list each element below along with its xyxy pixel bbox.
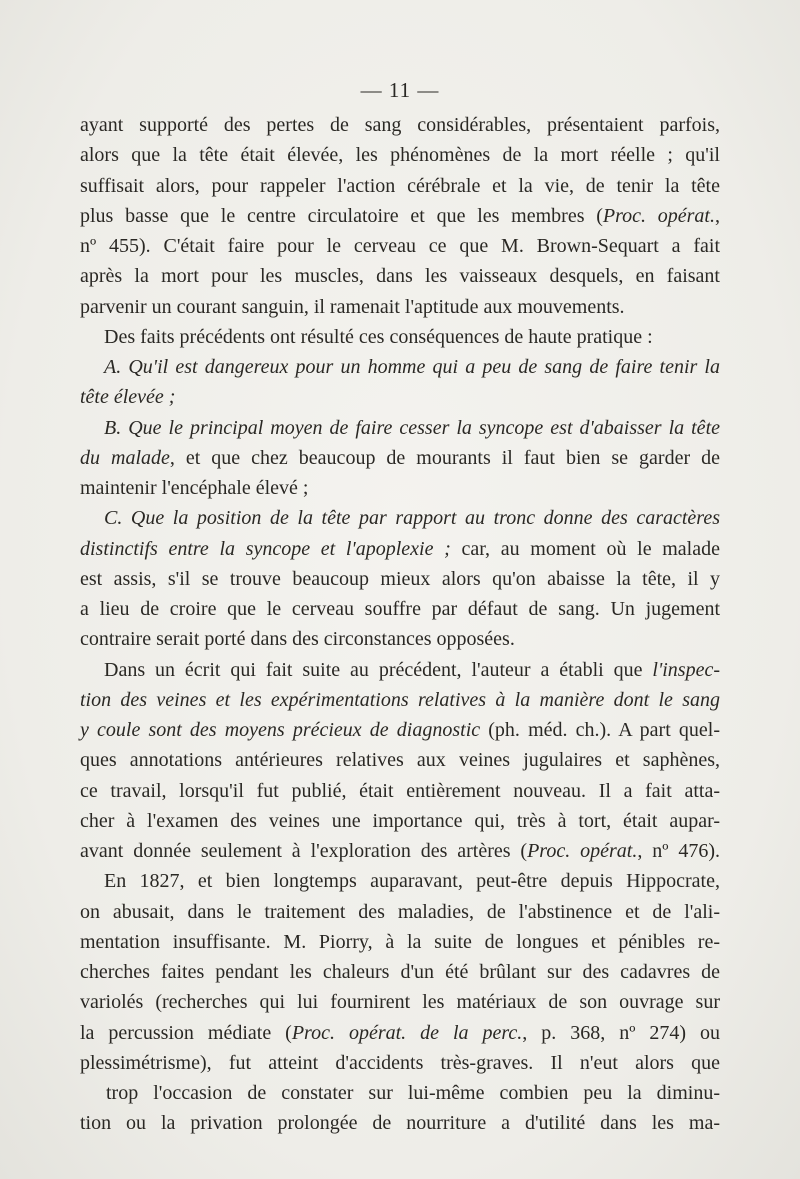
italic-text-segment: Proc. opérat. de la perc. <box>291 1021 523 1044</box>
italic-text-segment: du malade <box>80 446 170 469</box>
text-segment: alors que la tête était élevée, les phénomènes de la mort réelle ; qu'il <box>80 144 720 167</box>
text-line <box>80 866 720 896</box>
text-line <box>80 897 720 927</box>
body-text <box>80 110 720 1139</box>
text-line <box>80 534 720 564</box>
text-segment: En 1827, et bien longtemps auparavant, peut-être depuis Hippocrate, <box>104 870 720 893</box>
text-segment: , p. 368, nº 274) ou <box>522 1021 720 1044</box>
text-segment: contraire serait porté dans des circonstances opposées. <box>80 628 515 651</box>
italic-text-segment: B. Que le principal moyen de faire cesser la syncope est d'abaisser la tête <box>104 416 720 439</box>
text-line <box>80 503 720 533</box>
text-segment: (ph. méd. ch.). A part quel- <box>480 719 720 741</box>
text-segment: ques annotations antérieures relatives aux veines jugulaires et saphènes, <box>80 749 720 772</box>
text-segment: mentation insuffisante. M. Piorry, à la suite de longues et pénibles re- <box>80 930 720 953</box>
text-line <box>80 987 720 1017</box>
text-line <box>80 292 720 322</box>
text-segment: trop l'occasion de constater sur lui-même combien peu la diminu- <box>106 1082 720 1104</box>
text-line <box>80 231 720 261</box>
text-segment: variolés (recherches qui lui fournirent les matériaux de son ouvrage sur <box>80 991 720 1014</box>
text-line <box>80 594 720 624</box>
text-line <box>80 171 720 201</box>
text-line <box>80 957 720 987</box>
text-line <box>80 564 720 594</box>
text-segment: maintenir l'encéphale élevé ; <box>80 477 309 499</box>
text-line <box>80 685 720 715</box>
text-line <box>80 382 720 412</box>
text-line <box>80 1018 720 1048</box>
text-segment: on abusait, dans le traitement des maladies, de l'abstinence et de l'ali- <box>80 900 720 923</box>
text-line <box>80 806 720 836</box>
text-segment: plus basse que le centre circulatoire et que les membres ( <box>80 204 603 227</box>
text-line <box>80 715 720 745</box>
text-segment: est assis, s'il se trouve beaucoup mieux alors qu'on abaisse la tête, il y <box>80 567 720 590</box>
text-line <box>80 322 720 352</box>
text-line <box>80 745 720 775</box>
text-segment: nº 455). C'était faire pour le cerveau ce que M. Brown-Sequart a fait <box>80 235 720 257</box>
italic-text-segment: Proc. opérat. <box>527 840 638 862</box>
text-line <box>80 836 720 866</box>
text-line <box>80 1078 720 1108</box>
text-line <box>80 352 720 382</box>
text-line <box>80 624 720 654</box>
text-segment: après la mort pour les muscles, dans les vaisseaux desquels, en faisant <box>80 265 720 288</box>
text-segment: la percussion médiate ( <box>80 1021 292 1044</box>
text-line <box>80 110 720 140</box>
text-line <box>80 261 720 291</box>
text-line <box>80 1108 720 1138</box>
text-segment: parvenir un courant sanguin, il ramenait l'aptitude aux mouvements. <box>80 295 625 318</box>
italic-text-segment: y coule sont des moyens précieux de diagnostic <box>80 719 481 741</box>
text-segment: cherches faites pendant les chaleurs d'un été brûlant sur des cadavres de <box>80 961 720 983</box>
text-segment: tion ou la privation prolongée de nourriture a d'utilité dans les ma- <box>80 1112 720 1135</box>
text-segment: car, au moment où le malade <box>450 537 720 560</box>
italic-text-segment: A. Qu'il est dangereux pour un homme qui a peu de sang de faire tenir la <box>104 356 720 378</box>
italic-text-segment: tête élevée ; <box>80 386 176 409</box>
text-segment: , <box>715 204 720 227</box>
text-segment: ayant supporté des pertes de sang considérables, présentaient parfois, <box>80 114 720 136</box>
text-segment: avant donnée seulement à l'exploration des artères ( <box>80 840 528 862</box>
text-line <box>80 473 720 503</box>
text-line <box>80 1048 720 1078</box>
text-segment: ce travail, lorsqu'il fut publié, était entièrement nouveau. Il a fait atta- <box>80 779 720 802</box>
italic-text-segment: C. Que la position de la tête par rapport au tronc donne des caractères <box>104 507 720 530</box>
italic-text-segment: Proc. opérat. <box>602 204 715 227</box>
text-segment: Des faits précédents ont résulté ces conséquences de haute pratique : <box>104 325 653 348</box>
text-segment: a lieu de croire que le cerveau souffre par défaut de sang. Un jugement <box>80 598 720 620</box>
italic-text-segment: distinctifs entre la syncope et l'apoplexie ; <box>80 537 451 560</box>
text-segment: , nº 476). <box>637 840 720 862</box>
text-segment: Dans un écrit qui fait suite au précédent, l'auteur a établi que <box>104 658 653 681</box>
text-line <box>80 927 720 957</box>
text-line <box>80 655 720 685</box>
page-number: — 11 — <box>360 78 440 102</box>
text-line <box>80 201 720 231</box>
text-line <box>80 413 720 443</box>
text-segment: suffisait alors, pour rappeler l'action cérébrale et la vie, de tenir la tête <box>80 174 720 197</box>
italic-text-segment: l'inspec- <box>652 658 720 681</box>
text-segment: cher à l'examen des veines une importance qui, très à tort, était aupar- <box>80 809 720 832</box>
text-line <box>80 443 720 473</box>
text-line <box>80 776 720 806</box>
text-line <box>80 140 720 170</box>
text-segment: plessimétrisme), fut atteint d'accidents très-graves. Il n'eut alors que <box>80 1051 720 1074</box>
text-segment: , et que chez beaucoup de mourants il faut bien se garder de <box>169 446 720 469</box>
italic-text-segment: tion des veines et les expérimentations relatives à la manière dont le sang <box>80 688 720 711</box>
